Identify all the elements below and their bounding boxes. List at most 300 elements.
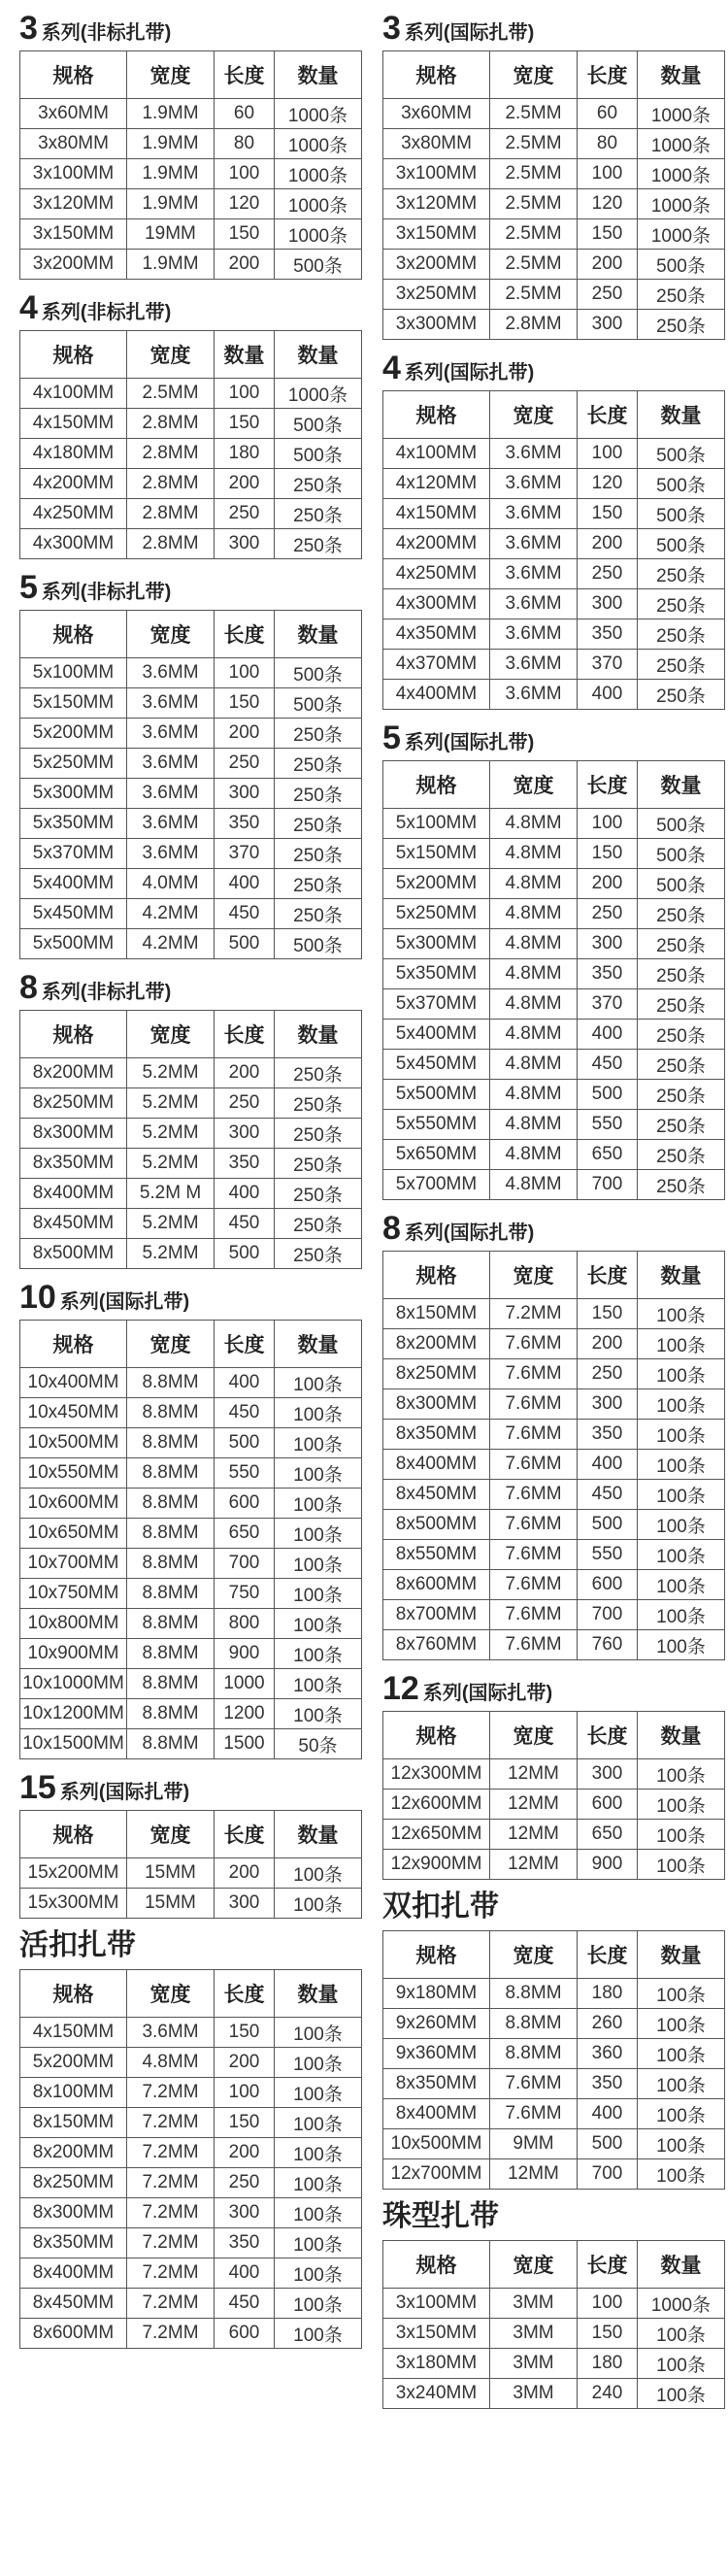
cell-width: 7.6MM (490, 1600, 578, 1630)
cell-width: 7.6MM (490, 1450, 578, 1480)
cell-length: 550 (578, 1540, 638, 1570)
cell-length: 450 (215, 899, 275, 929)
series-number: 12 (382, 1670, 419, 1707)
cell-length: 200 (215, 2048, 275, 2078)
cell-spec: 4x180MM (20, 439, 127, 469)
cell-qty: 250条 (638, 899, 725, 929)
spec-table (19, 610, 362, 959)
series-number: 10 (19, 1279, 56, 1316)
cell-spec: 10x1500MM (20, 1729, 127, 1759)
table-header-row (20, 1970, 362, 2018)
spec-table (382, 2240, 725, 2409)
spec-table (19, 1320, 362, 1759)
cell-spec: 3x120MM (383, 189, 490, 219)
cell-spec: 5x550MM (383, 1110, 490, 1140)
cell-spec: 5x200MM (20, 2048, 127, 2078)
cell-width: 4.8MM (490, 839, 578, 869)
cell-width: 7.2MM (127, 2289, 215, 2319)
cell-spec: 5x150MM (20, 688, 127, 719)
cell-width: 3.6MM (490, 559, 578, 589)
header-length: 长度 (215, 1811, 275, 1858)
header-length: 长度 (215, 1011, 275, 1058)
cell-qty: 250条 (638, 989, 725, 1020)
table-row (383, 2379, 725, 2409)
cell-length: 450 (215, 1209, 275, 1239)
cell-qty: 500条 (638, 529, 725, 559)
table-row (20, 1398, 362, 1428)
cell-spec: 8x600MM (383, 1570, 490, 1600)
cell-length: 400 (215, 1368, 275, 1398)
cell-spec: 3x150MM (383, 219, 490, 250)
cell-qty: 250条 (638, 619, 725, 650)
table-row (383, 469, 725, 499)
table-row (383, 1020, 725, 1050)
spec-section (19, 1759, 361, 1919)
cell-spec: 10x500MM (383, 2129, 490, 2159)
cell-length: 200 (578, 1329, 638, 1359)
cell-length: 650 (215, 1519, 275, 1549)
cell-qty: 100条 (275, 1858, 362, 1889)
cell-width: 8.8MM (127, 1519, 215, 1549)
table-row (20, 1489, 362, 1519)
cell-width: 3.6MM (127, 839, 215, 869)
cell-length: 250 (215, 749, 275, 779)
cell-qty: 500条 (275, 439, 362, 469)
cell-spec: 5x450MM (20, 899, 127, 929)
header-qty: 数量 (638, 1712, 725, 1759)
cell-width: 7.6MM (490, 2099, 578, 2129)
table-row (20, 1119, 362, 1149)
cell-spec: 5x650MM (383, 1140, 490, 1170)
table-row (20, 869, 362, 899)
header-width: 宽度 (490, 1931, 578, 1979)
cell-length: 300 (578, 1389, 638, 1420)
cell-width: 8.8MM (490, 2009, 578, 2039)
table-row (383, 189, 725, 219)
table-row (383, 2349, 725, 2379)
table-row (383, 589, 725, 619)
table-row (20, 189, 362, 219)
cell-qty: 250条 (275, 529, 362, 559)
header-length: 长度 (215, 611, 275, 658)
cell-qty: 100条 (275, 1639, 362, 1669)
table-header-row (383, 761, 725, 809)
cell-width: 4.8MM (490, 1050, 578, 1080)
cell-length: 500 (578, 2129, 638, 2159)
table-row (383, 1329, 725, 1359)
header-qty: 数量 (638, 761, 725, 809)
cell-qty: 250条 (638, 650, 725, 680)
table-row (383, 2009, 725, 2039)
table-row (383, 899, 725, 929)
cell-width: 2.8MM (127, 439, 215, 469)
table-row (383, 2129, 725, 2159)
cell-width: 12MM (490, 1759, 578, 1790)
series-number: 4 (382, 350, 401, 386)
cell-qty: 100条 (638, 2069, 725, 2099)
cell-qty: 100条 (638, 2039, 725, 2069)
table-row (20, 779, 362, 809)
series-label: 系列(非标扎带) (41, 22, 172, 44)
table-row (383, 619, 725, 650)
cell-length: 200 (215, 1858, 275, 1889)
section-title (382, 0, 724, 50)
table-row (20, 2018, 362, 2048)
cell-width: 8.8MM (127, 1609, 215, 1639)
series-number: 3 (382, 10, 401, 47)
cell-length: 100 (578, 439, 638, 469)
cell-width: 7.6MM (490, 1480, 578, 1510)
table-row (20, 1669, 362, 1699)
cell-width: 4.8MM (490, 1080, 578, 1110)
cell-length: 100 (215, 658, 275, 688)
table-row (20, 409, 362, 439)
series-number: 8 (19, 969, 38, 1006)
header-length: 长度 (578, 2241, 638, 2289)
cell-qty: 250条 (638, 959, 725, 989)
cell-qty: 100条 (638, 1359, 725, 1389)
cell-qty: 100条 (275, 1549, 362, 1579)
cell-length: 370 (578, 650, 638, 680)
cell-spec: 4x100MM (383, 439, 490, 469)
cell-width: 4.8MM (490, 1020, 578, 1050)
table-row (383, 959, 725, 989)
header-qty: 数量 (275, 1321, 362, 1368)
cell-qty: 250条 (275, 749, 362, 779)
cell-spec: 3x60MM (383, 99, 490, 129)
cell-qty: 250条 (638, 929, 725, 959)
cell-spec: 8x350MM (20, 1149, 127, 1179)
cell-width: 2.5MM (490, 129, 578, 159)
cell-width: 7.6MM (490, 1510, 578, 1540)
series-label: 系列(国际扎带) (422, 1683, 553, 1704)
section-title (382, 1660, 724, 1711)
header-length: 长度 (215, 1321, 275, 1368)
spec-section (382, 2190, 724, 2409)
series-label: 珠型扎带 (382, 2200, 499, 2232)
cell-spec: 8x450MM (20, 1209, 127, 1239)
cell-spec: 5x400MM (20, 869, 127, 899)
spec-section (382, 0, 724, 340)
cell-qty: 100条 (275, 1458, 362, 1489)
cell-qty: 100条 (275, 2228, 362, 2258)
cell-qty: 1000条 (638, 189, 725, 219)
table-row (383, 1389, 725, 1420)
header-spec: 规格 (383, 391, 490, 439)
series-label: 系列(国际扎带) (404, 1222, 535, 1244)
cell-qty: 100条 (275, 1398, 362, 1428)
table-row (383, 680, 725, 710)
cell-qty: 100条 (638, 1389, 725, 1420)
cell-width: 5.2MM (127, 1088, 215, 1119)
cell-width: 8.8MM (127, 1489, 215, 1519)
header-qty: 数量 (638, 391, 725, 439)
cell-qty: 250条 (638, 310, 725, 340)
cell-width: 3MM (490, 2379, 578, 2409)
cell-length: 200 (578, 869, 638, 899)
cell-length: 700 (578, 2159, 638, 2190)
table-header-row (383, 51, 725, 99)
cell-qty: 100条 (638, 1570, 725, 1600)
cell-spec: 5x500MM (20, 929, 127, 959)
series-label: 系列(非标扎带) (41, 302, 172, 323)
table-header-row (20, 331, 362, 379)
cell-length: 260 (578, 2009, 638, 2039)
cell-spec: 4x100MM (20, 379, 127, 409)
cell-qty: 100条 (275, 1519, 362, 1549)
cell-spec: 4x300MM (20, 529, 127, 559)
cell-width: 2.5MM (490, 189, 578, 219)
cell-width: 2.5MM (490, 219, 578, 250)
cell-length: 180 (578, 2349, 638, 2379)
cell-qty: 250条 (275, 869, 362, 899)
cell-width: 4.8MM (490, 809, 578, 839)
cell-width: 7.6MM (490, 1359, 578, 1389)
table-row (383, 529, 725, 559)
cell-width: 3.6MM (127, 2018, 215, 2048)
cell-length: 360 (578, 2039, 638, 2069)
cell-spec: 5x350MM (20, 809, 127, 839)
left-column (19, 0, 361, 2349)
cell-qty: 100条 (275, 2289, 362, 2319)
table-row (20, 1149, 362, 1179)
table-row (383, 159, 725, 189)
cell-qty: 100条 (275, 1609, 362, 1639)
cell-length: 300 (578, 589, 638, 619)
cell-qty: 250条 (638, 680, 725, 710)
header-spec: 规格 (383, 1252, 490, 1299)
table-row (383, 869, 725, 899)
cell-qty: 100条 (638, 2319, 725, 2349)
cell-spec: 5x500MM (383, 1080, 490, 1110)
header-qty: 数量 (275, 1011, 362, 1058)
table-row (383, 1450, 725, 1480)
table-row (383, 2289, 725, 2319)
header-spec: 规格 (383, 761, 490, 809)
cell-qty: 100条 (275, 2108, 362, 2138)
header-qty: 数量 (638, 1931, 725, 1979)
header-width: 宽度 (127, 611, 215, 658)
cell-spec: 4x120MM (383, 469, 490, 499)
cell-qty: 250条 (275, 809, 362, 839)
cell-qty: 100条 (638, 1540, 725, 1570)
table-row (383, 2319, 725, 2349)
cell-qty: 100条 (638, 2009, 725, 2039)
cell-spec: 10x550MM (20, 1458, 127, 1489)
right-column (382, 0, 724, 2409)
section-title (382, 340, 724, 390)
series-label: 双扣扎带 (382, 1890, 499, 1923)
table-row (383, 989, 725, 1020)
header-spec: 规格 (383, 1931, 490, 1979)
cell-spec: 8x350MM (383, 2069, 490, 2099)
cell-qty: 250条 (275, 1119, 362, 1149)
table-row (383, 129, 725, 159)
cell-width: 4.8MM (490, 1170, 578, 1200)
cell-spec: 10x900MM (20, 1639, 127, 1669)
cell-spec: 8x450MM (20, 2289, 127, 2319)
table-row (383, 250, 725, 280)
cell-qty: 100条 (638, 2129, 725, 2159)
cell-length: 80 (578, 129, 638, 159)
cell-width: 12MM (490, 2159, 578, 2190)
section-title (19, 959, 361, 1010)
section-title (19, 0, 361, 50)
cell-width: 8.8MM (127, 1368, 215, 1398)
header-qty: 数量 (275, 51, 362, 99)
table-header-row (20, 1011, 362, 1058)
cell-width: 2.5MM (490, 99, 578, 129)
table-header-row (20, 1321, 362, 1368)
table-header-row (20, 51, 362, 99)
cell-width: 8.8MM (490, 2039, 578, 2069)
table-row (383, 1510, 725, 1540)
cell-width: 5.2MM (127, 1058, 215, 1088)
table-row (20, 2048, 362, 2078)
cell-spec: 5x350MM (383, 959, 490, 989)
cell-spec: 10x700MM (20, 1549, 127, 1579)
cell-width: 5.2MM (127, 1239, 215, 1269)
table-row (383, 1170, 725, 1200)
cell-spec: 12x300MM (383, 1759, 490, 1790)
cell-qty: 1000条 (275, 99, 362, 129)
table-row (20, 2108, 362, 2138)
table-row (20, 809, 362, 839)
header-spec: 规格 (20, 611, 127, 658)
cell-spec: 4x370MM (383, 650, 490, 680)
cell-qty: 500条 (638, 469, 725, 499)
cell-spec: 8x550MM (383, 1540, 490, 1570)
cell-qty: 250条 (275, 499, 362, 529)
series-label: 系列(国际扎带) (59, 1291, 190, 1313)
table-row (20, 1729, 362, 1759)
cell-qty: 100条 (275, 2198, 362, 2228)
cell-width: 7.6MM (490, 1420, 578, 1450)
cell-qty: 250条 (275, 1239, 362, 1269)
header-qty: 数量 (638, 51, 725, 99)
cell-width: 3.6MM (127, 658, 215, 688)
table-row (20, 2198, 362, 2228)
cell-length: 100 (578, 809, 638, 839)
cell-spec: 8x250MM (20, 1088, 127, 1119)
cell-length: 450 (215, 2289, 275, 2319)
cell-length: 200 (215, 2138, 275, 2168)
cell-width: 2.8MM (127, 529, 215, 559)
cell-qty: 500条 (275, 929, 362, 959)
cell-length: 100 (215, 2078, 275, 2108)
cell-width: 3.6MM (127, 779, 215, 809)
cell-spec: 3x100MM (20, 159, 127, 189)
table-row (20, 529, 362, 559)
table-row (383, 2099, 725, 2129)
cell-spec: 10x750MM (20, 1579, 127, 1609)
header-length: 长度 (578, 1252, 638, 1299)
table-row (383, 1570, 725, 1600)
cell-qty: 100条 (638, 1790, 725, 1820)
cell-length: 300 (215, 779, 275, 809)
table-row (383, 2039, 725, 2069)
table-row (383, 280, 725, 310)
cell-width: 7.2MM (127, 2108, 215, 2138)
table-row (20, 1579, 362, 1609)
cell-width: 2.5MM (490, 280, 578, 310)
cell-spec: 12x600MM (383, 1790, 490, 1820)
table-row (20, 2289, 362, 2319)
cell-width: 8.8MM (127, 1579, 215, 1609)
cell-spec: 5x100MM (20, 658, 127, 688)
table-row (20, 839, 362, 869)
header-spec: 规格 (383, 51, 490, 99)
cell-width: 7.6MM (490, 2069, 578, 2099)
table-row (383, 929, 725, 959)
cell-length: 300 (215, 529, 275, 559)
cell-spec: 5x370MM (383, 989, 490, 1020)
cell-qty: 250条 (638, 280, 725, 310)
cell-length: 200 (215, 1058, 275, 1088)
cell-width: 4.2MM (127, 899, 215, 929)
cell-width: 7.2MM (490, 1299, 578, 1329)
cell-spec: 8x400MM (383, 1450, 490, 1480)
table-row (383, 650, 725, 680)
cell-length: 350 (215, 809, 275, 839)
cell-qty: 100条 (638, 1450, 725, 1480)
cell-qty: 1000条 (275, 159, 362, 189)
cell-spec: 3x240MM (383, 2379, 490, 2409)
header-length: 长度 (578, 51, 638, 99)
cell-spec: 8x200MM (20, 2138, 127, 2168)
cell-spec: 12x650MM (383, 1820, 490, 1850)
cell-qty: 500条 (638, 439, 725, 469)
cell-length: 400 (578, 1450, 638, 1480)
header-spec: 规格 (20, 331, 127, 379)
cell-width: 2.8MM (490, 310, 578, 340)
cell-spec: 5x450MM (383, 1050, 490, 1080)
table-row (20, 1428, 362, 1458)
cell-width: 3.6MM (490, 619, 578, 650)
cell-length: 120 (578, 469, 638, 499)
cell-spec: 9x260MM (383, 2009, 490, 2039)
table-row (383, 559, 725, 589)
cell-qty: 100条 (638, 2349, 725, 2379)
cell-spec: 8x250MM (20, 2168, 127, 2198)
section-title (382, 2190, 724, 2240)
series-number: 5 (382, 719, 401, 756)
table-row (20, 1519, 362, 1549)
series-label: 系列(非标扎带) (41, 582, 172, 603)
cell-length: 760 (578, 1630, 638, 1660)
cell-width: 8.8MM (127, 1398, 215, 1428)
table-row (20, 749, 362, 779)
cell-qty: 250条 (275, 899, 362, 929)
cell-qty: 250条 (638, 1050, 725, 1080)
cell-spec: 3x200MM (383, 250, 490, 280)
cell-spec: 5x250MM (20, 749, 127, 779)
cell-spec: 3x120MM (20, 189, 127, 219)
header-qty: 数量 (638, 1252, 725, 1299)
cell-width: 1.9MM (127, 129, 215, 159)
cell-qty: 250条 (638, 1080, 725, 1110)
cell-width: 1.9MM (127, 159, 215, 189)
cell-length: 500 (578, 1080, 638, 1110)
series-label: 系列(国际扎带) (404, 732, 535, 753)
cell-qty: 1000条 (275, 379, 362, 409)
series-label: 系列(国际扎带) (404, 362, 535, 384)
cell-width: 2.8MM (127, 409, 215, 439)
cell-length: 80 (215, 129, 275, 159)
cell-length: 350 (578, 619, 638, 650)
table-row (383, 839, 725, 869)
table-row (383, 2159, 725, 2190)
